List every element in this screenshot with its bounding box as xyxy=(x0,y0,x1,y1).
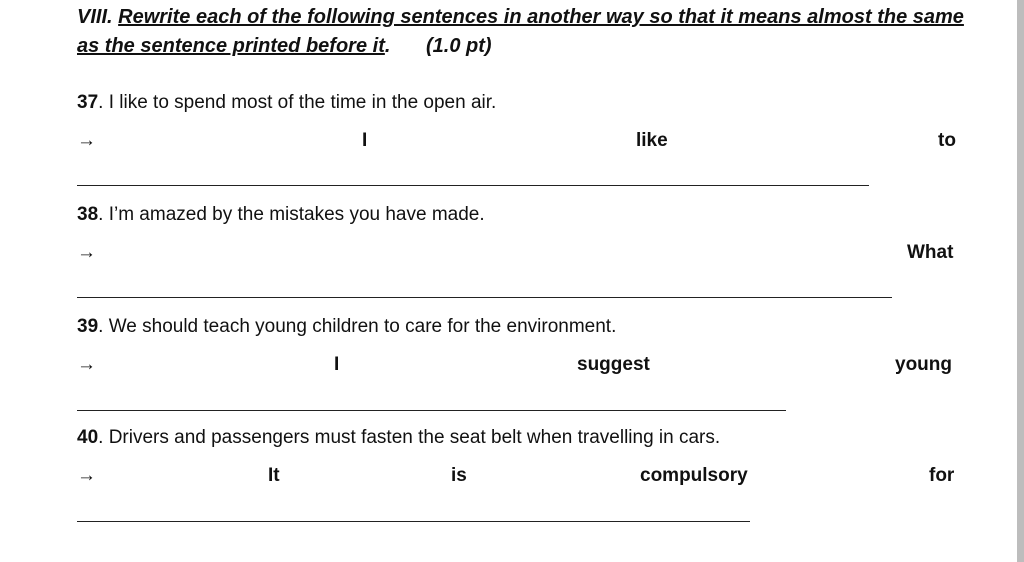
section-instruction: Rewrite each of the following sentences in another way so that it means almost the same as the sentence printed before it xyxy=(77,6,964,57)
prompt-word: suggest xyxy=(577,354,650,375)
prompt-word: I xyxy=(362,130,368,151)
instruction-end-punct: . xyxy=(384,35,391,57)
question-number: 37 xyxy=(77,92,99,113)
answer-line xyxy=(77,410,786,411)
arrow-icon: → xyxy=(77,242,96,263)
question-number: 40 xyxy=(77,427,99,448)
question-38 xyxy=(77,203,485,227)
answer-line xyxy=(77,521,750,522)
prompt-word: I xyxy=(334,354,340,375)
question-text: . I’m amazed by the mistakes you have made. xyxy=(98,204,485,225)
question-text: . I like to spend most of the time in the open air. xyxy=(98,92,497,113)
question-40 xyxy=(77,426,720,450)
arrow-icon: → xyxy=(77,354,96,375)
answer-line xyxy=(77,297,892,298)
prompt-word: It xyxy=(268,465,280,486)
section-points: (1.0 pt) xyxy=(425,35,492,57)
prompt-word: for xyxy=(929,465,955,486)
question-37 xyxy=(77,91,496,115)
page-edge xyxy=(1017,0,1024,562)
question-text: . Drivers and passengers must fasten the seat belt when travelling in cars. xyxy=(98,427,721,448)
question-39 xyxy=(77,315,616,339)
section-heading xyxy=(77,3,977,61)
prompt-word: young xyxy=(895,354,952,375)
prompt-word: What xyxy=(907,242,954,263)
prompt-word: like xyxy=(636,130,668,151)
prompt-word: compulsory xyxy=(640,465,748,486)
section-number: VIII. xyxy=(77,6,113,28)
arrow-icon: → xyxy=(77,465,96,486)
question-text: . We should teach young children to care for the environment. xyxy=(98,316,617,337)
answer-line xyxy=(77,185,869,186)
question-number: 39 xyxy=(77,316,99,337)
question-number: 38 xyxy=(77,204,99,225)
prompt-word: to xyxy=(938,130,956,151)
arrow-icon: → xyxy=(77,130,96,151)
prompt-word: is xyxy=(451,465,467,486)
